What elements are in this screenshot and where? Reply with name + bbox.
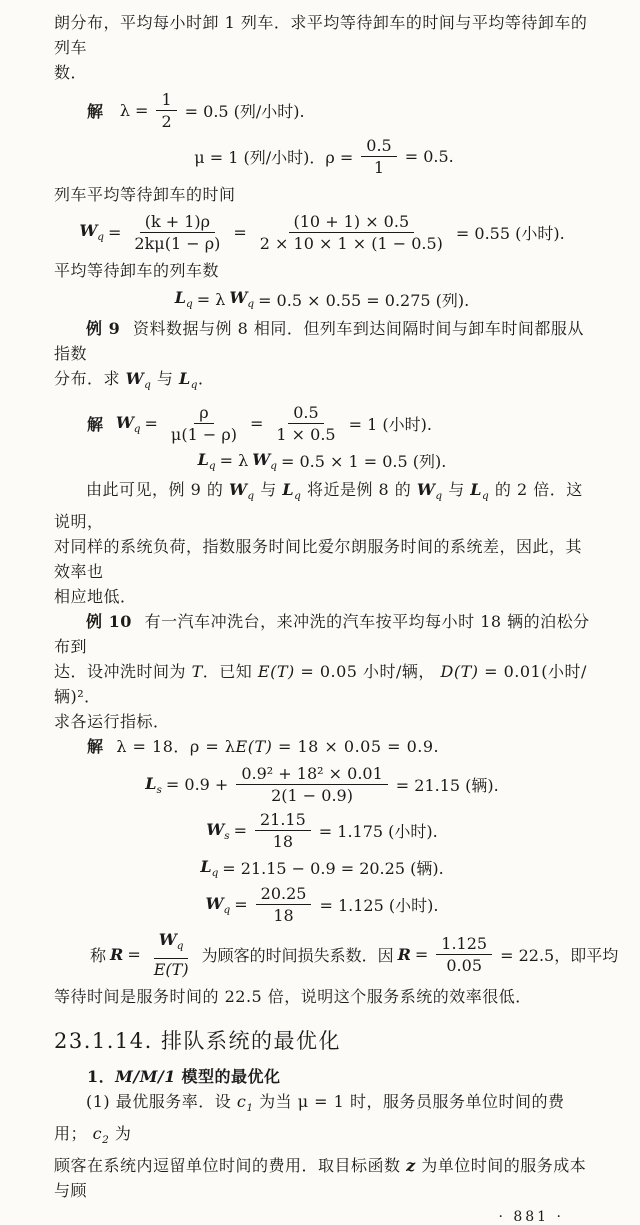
fraction-denominator: 18 — [273, 906, 294, 926]
lq-variable — [282, 480, 302, 503]
mu-rho-lhs: μ = 1 (列/小时)．ρ = — [194, 148, 354, 167]
fraction — [236, 764, 387, 805]
fraction — [256, 884, 312, 925]
wq-variable — [125, 369, 152, 392]
ex10-lq-line — [54, 856, 594, 879]
var-z: z — [406, 1155, 416, 1175]
subsection-number: 1． — [87, 1066, 116, 1086]
ls-pre: = 0.9 + — [165, 775, 229, 795]
ex9-intro2-post: ． — [198, 369, 215, 388]
equals: = — [233, 821, 247, 841]
ratio-definition-line — [54, 930, 619, 979]
wq-variable — [116, 413, 141, 435]
ex10-intro-line3: 求各运行指标． — [54, 712, 170, 732]
ex8-lambda-formula — [54, 90, 594, 131]
c1-variable — [236, 1091, 254, 1114]
var-w: W — [205, 893, 224, 913]
model-notation: M/M/1 — [115, 1066, 176, 1086]
ex10-sol-text: λ = 18．ρ = λ — [116, 737, 236, 757]
ex10-intro-text: 有一汽车冲洗台，来冲洗的汽车按平均每小时 18 辆的泊松分布到 — [54, 612, 590, 657]
wait-time-label: 列车平均等待卸车的时间 — [54, 185, 236, 204]
lq-variable — [470, 480, 490, 503]
var-w: W — [252, 449, 271, 469]
wq-variable — [416, 480, 443, 503]
fraction-numerator — [154, 930, 189, 958]
lq-variable — [198, 450, 216, 472]
fraction-numerator: 20.25 — [256, 884, 312, 905]
var-w: W — [206, 819, 225, 839]
sub-q: q — [294, 490, 302, 503]
variance-dt: D(T) — [440, 662, 479, 682]
equals: = — [249, 414, 264, 434]
sub-q: q — [208, 459, 216, 472]
fraction-denominator: E(T) — [153, 959, 189, 979]
fraction-numerator: (k + 1)ρ — [140, 212, 215, 233]
wait-count-label: 平均等待卸车的列车数 — [54, 261, 220, 280]
sub-s: s — [224, 829, 230, 842]
sub-q: q — [144, 379, 152, 392]
var-l: L — [179, 369, 191, 388]
fraction-denominator: 1 — [373, 158, 385, 177]
lq-mid: = λ — [196, 290, 226, 309]
ratio-text: 为顾客的时间损失系数．因 — [201, 945, 394, 965]
ex9-lq-formula — [54, 449, 594, 472]
wq-variable — [229, 288, 254, 310]
var-r: R — [397, 944, 411, 964]
var-w: W — [229, 288, 248, 308]
fraction — [255, 212, 448, 253]
fraction — [255, 810, 311, 851]
sub-s: s — [156, 783, 162, 796]
mu-rho-rhs: = 0.5. — [404, 147, 454, 166]
wq-result: = 0.55 (小时). — [455, 224, 565, 243]
discussion-line2: 对同样的系统负荷，指数服务时间比爱尔朗服务时间的系统差，因此，其效率也 — [54, 537, 583, 582]
var-t: T — [191, 662, 203, 682]
wq-variable — [228, 480, 255, 503]
fraction-numerator: 1.125 — [436, 934, 492, 955]
ex8-lq-formula — [54, 288, 594, 311]
fraction — [436, 934, 492, 975]
var-c: c — [92, 1123, 103, 1143]
fraction — [166, 403, 242, 444]
ws-result: = 1.175 (小时). — [318, 822, 438, 842]
discussion-text: 与 — [448, 480, 465, 500]
ex9-intro2-mid: 与 — [156, 369, 174, 388]
ratio-line2: 等待时间是服务时间的 22.5 倍，说明这个服务系统的效率很低． — [54, 986, 532, 1006]
lq-variable — [179, 369, 198, 392]
fraction-denominator: 2kμ(1 − ρ) — [134, 234, 221, 253]
var-l: L — [145, 773, 157, 793]
ex10-intro2-d: = 0.01(小时/辆)²． — [54, 662, 587, 707]
ex8-mu-rho-formula — [54, 136, 594, 177]
var-l: L — [200, 856, 212, 876]
optimal-rate-text: 为 — [114, 1123, 132, 1143]
sub-q: q — [247, 298, 255, 311]
var-l: L — [174, 288, 186, 308]
sub-q: q — [435, 490, 443, 503]
ex10-intro-line1 — [54, 609, 594, 659]
lambda-rhs: = 0.5 (列/小时). — [184, 102, 305, 121]
subsection-text: 模型的最优化 — [181, 1066, 281, 1086]
ratio-result: = 22.5，即平均 — [500, 945, 619, 965]
optimal-rate-text: 为当 μ = 1 时，服务员服务单位时间的费用； — [54, 1091, 565, 1143]
optimal-rate-text: 为单位时间的服务成本与顾 — [54, 1155, 587, 1200]
fraction-denominator: 2 × 10 × 1 × (1 − 0.5) — [259, 234, 443, 253]
equals: = — [108, 223, 122, 242]
var-w: W — [79, 221, 98, 241]
var-l: L — [197, 449, 209, 469]
equals: = — [234, 895, 248, 915]
paragraph-top-line1: 朗分布，平均每小时卸 1 列车．求平均等待卸车的时间与平均等待卸车的列车 — [54, 13, 588, 57]
fraction-denominator: 2 — [161, 112, 172, 131]
fraction-denominator: 1 × 0.5 — [276, 425, 336, 445]
fraction-numerator: (10 + 1) × 0.5 — [289, 212, 415, 233]
optimal-rate-text: (1) 最优服务率．设 — [86, 1091, 232, 1111]
lq-mid: = λ — [219, 451, 249, 471]
sub-q: q — [97, 231, 105, 244]
ex9-intro-line2 — [54, 366, 594, 398]
var-w: W — [416, 480, 436, 500]
expectation-et: E(T) — [257, 662, 295, 682]
fraction — [361, 136, 396, 177]
example-9-tag: 例 9 — [86, 319, 121, 338]
optimal-rate-line1 — [54, 1089, 594, 1153]
ex9-intro2-pre: 分布．求 — [54, 369, 121, 388]
equals: = — [127, 944, 141, 964]
ex8-wq-formula — [54, 212, 594, 253]
discussion-text: 由此可见，例 9 的 — [86, 480, 224, 500]
lq-variable — [200, 857, 218, 879]
wq-variable — [206, 894, 231, 916]
sub-1: 1 — [246, 1101, 254, 1114]
ex10-intro-line2 — [54, 659, 594, 709]
c2-variable — [92, 1123, 110, 1146]
fraction-numerator: 0.9² + 18² × 0.01 — [236, 764, 387, 785]
discussion-text: 的 2 倍．这说明， — [54, 480, 583, 532]
ex10-intro2-b: ．已知 — [202, 662, 253, 682]
sub-q: q — [176, 940, 184, 953]
ex9-wq-formula — [54, 403, 594, 444]
ex9-intro-text: 资料数据与例 8 相同．但列车到达间隔时间与卸车时间都服从指数 — [54, 319, 584, 363]
solve-label: 解 — [87, 102, 104, 121]
wq-result: = 1.125 (小时). — [319, 896, 439, 916]
subsection-title — [54, 1064, 594, 1089]
example-10-tag: 例 10 — [86, 612, 132, 632]
sub-q: q — [247, 490, 255, 503]
var-l: L — [282, 480, 295, 500]
ratio-text: 称 — [90, 945, 107, 965]
var-c: c — [236, 1091, 247, 1111]
fraction-numerator: ρ — [194, 403, 213, 424]
lq-result: = 0.5 × 1 = 0.5 (列). — [280, 452, 447, 472]
section-heading: 23.1.14. 排队系统的最优化 — [54, 1028, 342, 1053]
ex10-solution-line1 — [54, 734, 594, 759]
fraction — [156, 90, 176, 131]
solve-label: 解 — [87, 415, 104, 435]
ex10-wq-formula — [54, 884, 594, 925]
ex10-sol-result: = 18 × 0.05 = 0.9. — [277, 737, 440, 757]
wq-variable — [252, 450, 277, 472]
solve-label: 解 — [87, 737, 104, 757]
paragraph-top-line2: 数． — [54, 63, 88, 82]
fraction — [129, 212, 225, 253]
sub-q: q — [190, 379, 198, 392]
sub-q: q — [270, 459, 277, 472]
optimal-rate-text: 顾客在系统内逗留单位时间的费用．取目标函数 — [54, 1155, 401, 1175]
optimal-rate-line2 — [54, 1153, 594, 1203]
fraction-denominator: 0.05 — [446, 955, 482, 975]
sub-q: q — [185, 298, 193, 311]
ex10-ls-formula — [54, 764, 594, 805]
var-w: W — [115, 412, 134, 432]
fraction-denominator: 2(1 − 0.9) — [271, 786, 353, 806]
page-number: · 881 · — [498, 1208, 564, 1225]
ls-variable — [145, 774, 162, 796]
lq-result: = 0.5 × 0.55 = 0.275 (列). — [258, 291, 470, 310]
discussion-line3: 相应地低． — [54, 587, 137, 607]
sub-q: q — [223, 903, 231, 916]
expectation-et: E(T) — [235, 737, 273, 757]
equals: = — [144, 414, 158, 434]
sub-q: q — [133, 422, 141, 435]
fraction — [271, 403, 340, 444]
ex10-intro2-a: 达．设冲洗时间为 — [54, 662, 187, 682]
equals: = — [233, 223, 247, 242]
fraction-numerator: 0.5 — [288, 403, 323, 424]
ex9-intro-line1 — [54, 316, 594, 366]
discussion-line1 — [54, 477, 594, 534]
var-w: W — [125, 369, 145, 388]
discussion-text: 将近是例 8 的 — [306, 480, 412, 500]
wq-variable — [79, 221, 104, 243]
sub-2: 2 — [102, 1133, 110, 1146]
var-w: W — [158, 930, 177, 950]
fraction-numerator: 0.5 — [361, 136, 396, 157]
sub-q: q — [482, 490, 490, 503]
var-l: L — [470, 480, 483, 500]
lq-variable — [175, 288, 193, 310]
ls-result: = 21.15 (辆). — [395, 776, 499, 796]
fraction-denominator: 18 — [272, 832, 294, 852]
ex10-ws-formula — [54, 810, 594, 851]
discussion-text: 与 — [260, 480, 277, 500]
fraction — [149, 930, 194, 978]
lambda-lhs: λ = — [119, 101, 149, 120]
wq-result: = 1 (小时). — [348, 415, 432, 435]
ex10-intro2-c: = 0.05 小时/辆， — [300, 662, 435, 682]
lq-result: = 21.15 − 0.9 = 20.25 (辆). — [222, 859, 444, 879]
equals: = — [414, 944, 429, 964]
var-r: R — [110, 944, 124, 964]
var-w: W — [228, 480, 248, 500]
ws-variable — [206, 820, 229, 842]
fraction-denominator: μ(1 − ρ) — [170, 425, 237, 445]
sub-q: q — [211, 866, 219, 879]
fraction-numerator: 21.15 — [255, 810, 311, 831]
fraction-numerator: 1 — [156, 90, 176, 111]
